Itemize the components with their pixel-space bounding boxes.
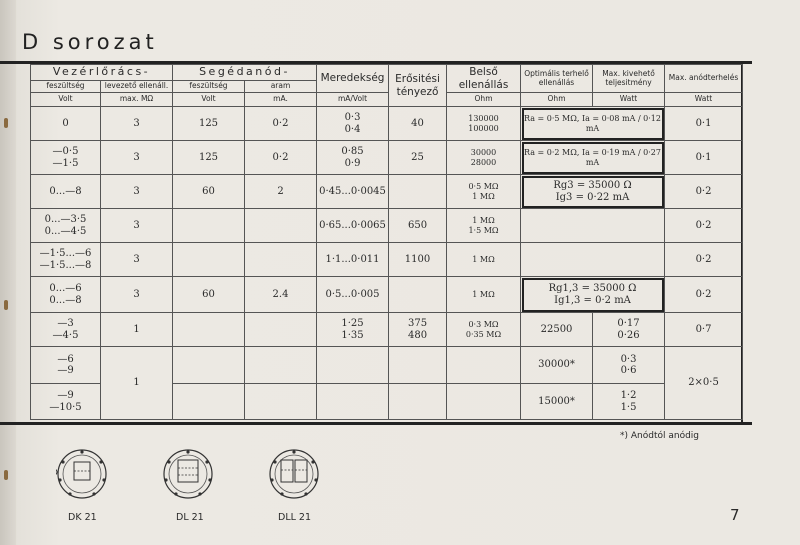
internal-resistance-cell: 1 MΩ	[447, 243, 521, 277]
amplification-cell: 650	[389, 209, 447, 243]
table-row	[31, 243, 743, 277]
table-row	[31, 141, 743, 175]
grid-leak-cell: 3	[101, 175, 173, 209]
optimal-load-cell: Ra = 0·2 MΩ, Ia = 0·19 mA / 0·27 mA	[521, 141, 665, 175]
optimal-load-cell: Rg1,3 = 35000 Ω Ig1,3 = 0·2 mA	[521, 277, 665, 313]
slope-cell: 1·25 1·35	[317, 313, 389, 347]
screen-voltage-cell: 60	[173, 175, 245, 209]
hole-mark	[4, 118, 8, 128]
max-anode-dissipation-cell: 0·2	[665, 175, 743, 209]
tube-label: DLL 21	[278, 512, 312, 523]
bottom-rule	[0, 422, 752, 425]
header-optimalis: Optimális terhelő ellenállás	[521, 65, 593, 93]
amplification-cell	[389, 175, 447, 209]
internal-resistance-cell: 0·5 MΩ 1 MΩ	[447, 175, 521, 209]
optimal-load-cell: 30000*	[521, 347, 593, 384]
unit-volt: Volt	[31, 93, 101, 107]
grid-leak-cell: 3	[101, 141, 173, 175]
unit-watt: Watt	[593, 93, 665, 107]
slope-cell: 1·1...0·011	[317, 243, 389, 277]
slope-cell: 0·5...0·005	[317, 277, 389, 313]
header-vezerlo-fesz: feszültség	[31, 81, 101, 93]
hole-mark	[4, 300, 8, 310]
amplification-cell: 1100	[389, 243, 447, 277]
amplification-cell	[389, 277, 447, 313]
hole-mark	[4, 470, 8, 480]
header-meredekseg: Meredekség	[317, 65, 389, 93]
header-max-kiveheto: Max. kivehető teljesitmény	[593, 65, 665, 93]
unit-ohm: Ohm	[521, 93, 593, 107]
table-row	[31, 313, 743, 347]
grid-voltage-cell: 0	[31, 107, 101, 141]
internal-resistance-cell: 0·3 MΩ 0·35 MΩ	[447, 313, 521, 347]
max-anode-dissipation-cell: 0·1	[665, 107, 743, 141]
tube-spec-table	[30, 64, 743, 420]
table-row	[31, 175, 743, 209]
internal-resistance-cell	[447, 347, 521, 384]
binding-edge	[0, 0, 16, 545]
grid-voltage-cell: —1·5...—6 —1·5...—8	[31, 243, 101, 277]
unit-volt: Volt	[173, 93, 245, 107]
table-row	[31, 107, 743, 141]
grid-leak-cell: 3	[101, 243, 173, 277]
slope-cell: 0·3 0·4	[317, 107, 389, 141]
header-segedanod: Segédanód-	[173, 65, 317, 81]
tube-socket-diagram	[56, 448, 108, 500]
header-vezerlo-lev: levezető ellenáll.	[101, 81, 173, 93]
optimal-load-cell: Rg3 = 35000 Ω Ig3 = 0·22 mA	[521, 175, 665, 209]
grid-voltage-cell: —6 —9	[31, 347, 101, 384]
unit-ma: mA.	[245, 93, 317, 107]
table-row	[31, 347, 743, 384]
screen-current-cell	[245, 347, 317, 384]
amplification-cell: 40	[389, 107, 447, 141]
max-power-cell: 0·3 0·6	[593, 347, 665, 384]
grid-voltage-cell: 0...—3·5 0...—4·5	[31, 209, 101, 243]
header-seged-fesz: feszültség	[173, 81, 245, 93]
screen-voltage-cell	[173, 209, 245, 243]
slope-cell: 0·65...0·0065	[317, 209, 389, 243]
screen-current-cell	[245, 209, 317, 243]
slope-cell: 0·45...0·0045	[317, 175, 389, 209]
max-power-cell: 0·17 0·26	[593, 313, 665, 347]
slope-cell	[317, 384, 389, 420]
grid-leak-cell: 3	[101, 277, 173, 313]
internal-resistance-cell: 130000 100000	[447, 107, 521, 141]
internal-resistance-cell	[447, 384, 521, 420]
grid-voltage-cell: —9 —10·5	[31, 384, 101, 420]
footnote: *) Anódtól anódig	[620, 431, 700, 441]
unit-max-mohm: max. MΩ	[101, 93, 173, 107]
optimal-load-cell	[521, 209, 665, 243]
page-number: 7	[730, 506, 740, 524]
max-anode-dissipation-cell: 0·7	[665, 313, 743, 347]
table-row	[31, 209, 743, 243]
grid-voltage-cell: —0·5 —1·5	[31, 141, 101, 175]
screen-voltage-cell: 125	[173, 141, 245, 175]
header-erosites: Erősitési tényező	[389, 65, 447, 107]
screen-voltage-cell	[173, 384, 245, 420]
screen-voltage-cell	[173, 313, 245, 347]
unit-ohm: Ohm	[447, 93, 521, 107]
table-body	[31, 107, 743, 420]
grid-voltage-cell: 0...—8	[31, 175, 101, 209]
unit-watt: Watt	[665, 93, 743, 107]
optimal-load-cell: 15000*	[521, 384, 593, 420]
internal-resistance-cell: 30000 28000	[447, 141, 521, 175]
tube-socket-diagram	[162, 448, 214, 500]
screen-current-cell	[245, 243, 317, 277]
header-max-anod: Max. anódterhelés	[665, 65, 743, 93]
tube-socket-diagram	[268, 448, 320, 500]
screen-current-cell	[245, 313, 317, 347]
amplification-cell	[389, 347, 447, 384]
tube-label: DK 21	[68, 512, 97, 523]
internal-resistance-cell: 1 MΩ	[447, 277, 521, 313]
slope-cell: 0·85 0·9	[317, 141, 389, 175]
screen-voltage-cell: 60	[173, 277, 245, 313]
page-title: D sorozat	[22, 30, 158, 54]
grid-voltage-cell: —3 —4·5	[31, 313, 101, 347]
max-anode-dissipation-cell: 0·2	[665, 209, 743, 243]
amplification-cell	[389, 384, 447, 420]
optimal-load-cell: 22500	[521, 313, 593, 347]
header-vezerlo: Vezérlőrács-	[31, 65, 173, 81]
max-power-cell: 1·2 1·5	[593, 384, 665, 420]
screen-voltage-cell	[173, 243, 245, 277]
header-belso: Belső ellenállás	[447, 65, 521, 93]
screen-current-cell: 2.4	[245, 277, 317, 313]
internal-resistance-cell: 1 MΩ 1·5 MΩ	[447, 209, 521, 243]
screen-current-cell: 2	[245, 175, 317, 209]
grid-leak-cell: 3	[101, 209, 173, 243]
unit-ma-volt: mA/Volt	[317, 93, 389, 107]
slope-cell	[317, 347, 389, 384]
amplification-cell: 25	[389, 141, 447, 175]
max-anode-dissipation-cell: 0·2	[665, 243, 743, 277]
screen-voltage-cell: 125	[173, 107, 245, 141]
header-seged-aram: aram	[245, 81, 317, 93]
screen-current-cell: 0·2	[245, 107, 317, 141]
max-anode-dissipation-cell: 0·1	[665, 141, 743, 175]
screen-current-cell	[245, 384, 317, 420]
max-anode-dissipation-cell: 0·2	[665, 277, 743, 313]
grid-leak-cell: 1	[101, 347, 173, 420]
table-row	[31, 277, 743, 313]
tube-label: DL 21	[176, 512, 204, 523]
amplification-cell: 375 480	[389, 313, 447, 347]
optimal-load-cell	[521, 243, 665, 277]
grid-voltage-cell: 0...—6 0...—8	[31, 277, 101, 313]
screen-voltage-cell	[173, 347, 245, 384]
screen-current-cell: 0·2	[245, 141, 317, 175]
max-anode-dissipation-cell: 2×0·5	[665, 347, 743, 420]
grid-leak-cell: 3	[101, 107, 173, 141]
grid-leak-cell: 1	[101, 313, 173, 347]
optimal-load-cell: Ra = 0·5 MΩ, Ia = 0·08 mA / 0·12 mA	[521, 107, 665, 141]
